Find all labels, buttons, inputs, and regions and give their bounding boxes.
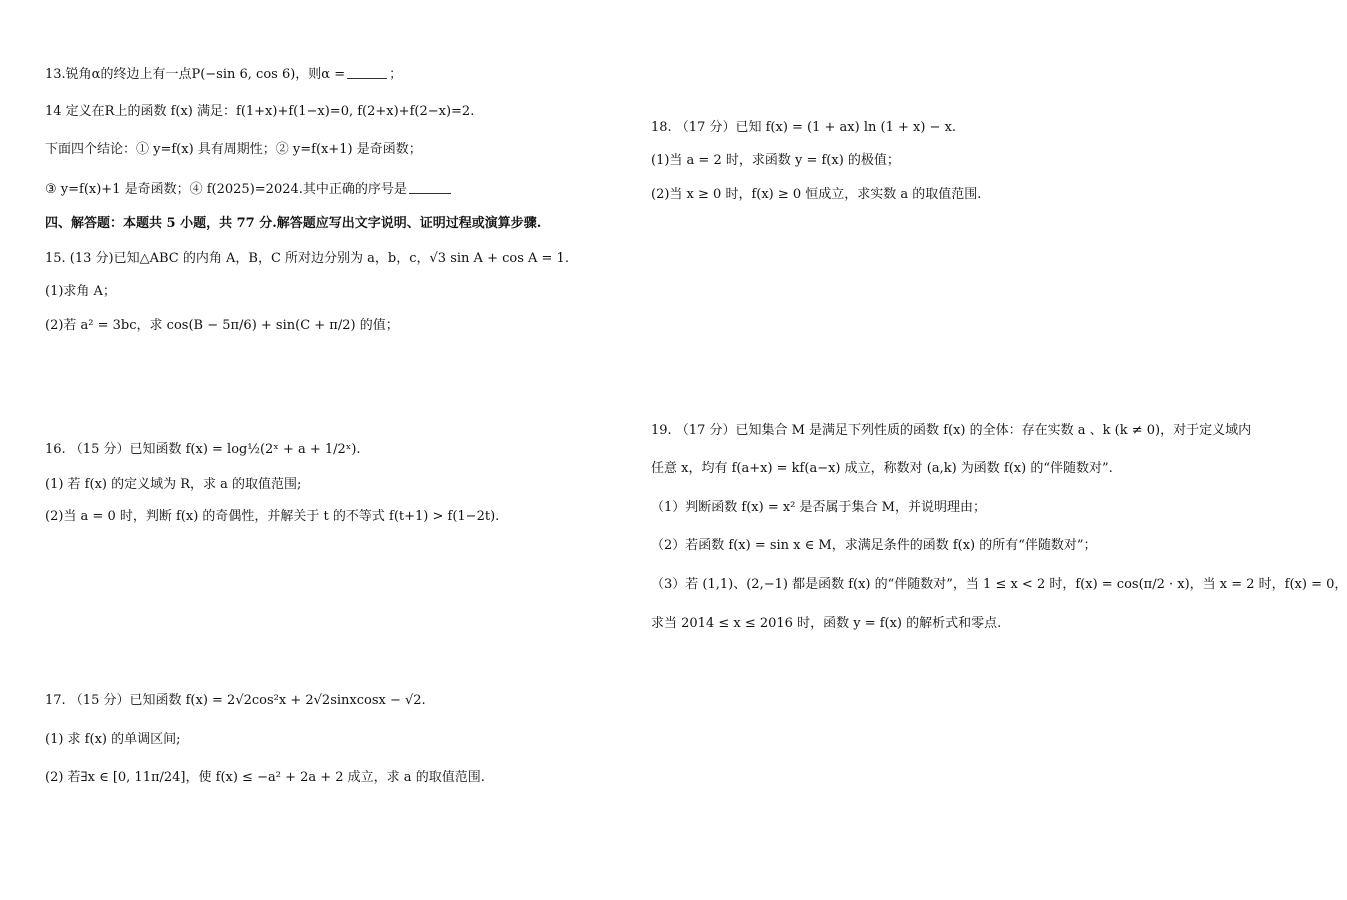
q18-stem: 18. （17 分）已知 f(x) = (1 + ax) ln (1 + x) − x. (651, 120, 957, 135)
q19-part-2: （2）若函数 f(x) = sin x ∈ M，求满足条件的函数 f(x) 的所有“伴随数对”； (651, 538, 1097, 553)
q19-part-3: （3）若 (1,1)、(2,−1) 都是函数 f(x) 的“伴随数对”，当 1 ≤ x < 2 时，f(x) = cos(π/2 · x)，当 x = 2 时，f(x) = 0， (651, 577, 1347, 592)
q17-stem: 17. （15 分）已知函数 f(x) = 2√2cos²x + 2√2sinxcosx − √2. (45, 693, 426, 708)
q19-stem: 19. （17 分）已知集合 M 是满足下列性质的函数 f(x) 的全体：存在实数 a 、k (k ≠ 0)，对于定义域内 (651, 423, 1252, 438)
q18-part-2: (2)当 x ≥ 0 时，f(x) ≥ 0 恒成立，求实数 a 的取值范围. (651, 187, 982, 202)
q18-part-1: (1)当 a = 2 时，求函数 y = f(x) 的极值； (651, 153, 900, 168)
q19-part-4: 求当 2014 ≤ x ≤ 2016 时，函数 y = f(x) 的解析式和零点. (651, 616, 1002, 631)
q15-part-1: (1)求角 A； (45, 284, 116, 299)
q13-line (45, 66, 402, 84)
q13-answer-blank[interactable] (347, 66, 387, 79)
q19-stem-2: 任意 x，均有 f(a+x) = kf(a−x) 成立，称数对 (a,k) 为函数 f(x) 的“伴随数对”. (651, 461, 1113, 476)
q14-line-3-text: ③ y=f(x)+1 是奇函数；④ f(2025)=2024.其中正确的序号是 (45, 182, 407, 197)
q14-line-2: 下面四个结论：① y=f(x) 具有周期性；② y=f(x+1) 是奇函数； (45, 142, 422, 157)
q13-tail: ； (389, 67, 403, 82)
q17-part-1: (1) 求 f(x) 的单调区间; (45, 732, 181, 747)
q16-part-1: (1) 若 f(x) 的定义域为 R，求 a 的取值范围; (45, 477, 302, 492)
q15-part-2: (2)若 a² = 3bc，求 cos(B − 5π/6) + sin(C + π/2) 的值； (45, 318, 399, 333)
q15-stem: 15. (13 分)已知△ABC 的内角 A，B，C 所对边分别为 a，b，c，√3 sin A + cos A = 1. (45, 251, 569, 266)
q16-stem: 16. （15 分）已知函数 f(x) = log½(2ˣ + a + 1/2ˣ). (45, 442, 361, 457)
q13-text: 13.锐角α的终边上有一点P(−sin 6, cos 6)，则α = (45, 67, 346, 82)
q14-line-3 (45, 181, 453, 199)
q14-line-1: 14 定义在R上的函数 f(x) 满足：f(1+x)+f(1−x)=0, f(2+x)+f(2−x)=2. (45, 104, 475, 119)
q17-part-2: (2) 若∃x ∈ [0, 11π/24]，使 f(x) ≤ −a² + 2a + 2 成立，求 a 的取值范围. (45, 770, 485, 785)
q14-answer-blank[interactable] (409, 181, 451, 194)
section-4-heading: 四、解答题：本题共 5 小题，共 77 分.解答题应写出文字说明、证明过程或演算步骤. (45, 216, 542, 231)
q16-part-2: (2)当 a = 0 时，判断 f(x) 的奇偶性，并解关于 t 的不等式 f(t+1) > f(1−2t). (45, 509, 500, 524)
q19-part-1: （1）判断函数 f(x) = x² 是否属于集合 M，并说明理由； (651, 500, 986, 515)
